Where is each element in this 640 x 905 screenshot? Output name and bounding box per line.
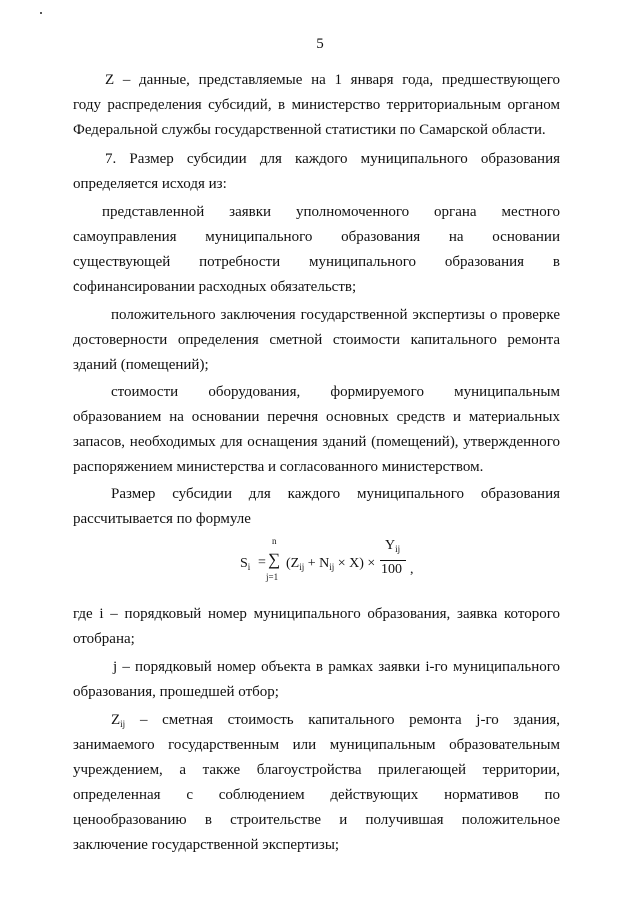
paragraph-line: распоряжением министерства и согласованного министерством. xyxy=(73,459,484,475)
paragraph-line: году распределения субсидий, в министерство территориальным органом xyxy=(73,97,560,113)
paragraph-line: стоимости оборудования, формируемого муниципальным xyxy=(111,384,560,400)
paragraph-line: где i – порядковый номер муниципального образования, заявка которого xyxy=(73,606,560,622)
paragraph-line: софинансировании расходных обязательств; xyxy=(73,279,357,295)
fraction-numerator: $Y_{ij}$ xyxy=(385,538,401,554)
paragraph-line: ценообразованию в строительстве и получившая положительное xyxy=(73,812,560,828)
formula-equals: = xyxy=(258,555,266,570)
paragraph-line: – сметная стоимость капитального ремонта j-го здания, xyxy=(140,712,560,728)
formula-comma: , xyxy=(410,562,414,577)
formula-body: $(Z_{ij} + N_{ij} \times X)$ × xyxy=(286,556,376,572)
paragraph-line: занимаемого государственным или муниципальным образовательным xyxy=(73,737,560,753)
paragraph-line: заключение государственной экспертизы; xyxy=(73,837,340,853)
paragraph-line: образования, прошедшей отбор; xyxy=(73,684,279,700)
fraction-bar xyxy=(380,560,406,561)
paragraph-line: определенная с соблюдением действующих нормативов по xyxy=(73,787,560,803)
paragraph-line: достоверности определения сметной стоимости капитального ремонта xyxy=(73,332,560,348)
paragraph-line: Z – данные, представляемые на 1 января года, предшествующего xyxy=(105,72,560,88)
page-number: 5 xyxy=(316,36,324,52)
sum-lower-limit: j=1 xyxy=(266,572,279,582)
paragraph-line: представленной заявки уполномоченного органа местного xyxy=(102,204,560,220)
fraction-denominator: 100 xyxy=(381,562,402,577)
paragraph-line: 7. Размер субсидии для каждого муниципального образования xyxy=(105,151,560,167)
paragraph-line: рассчитывается по формуле xyxy=(73,511,251,527)
sum-sign: ∑ xyxy=(268,550,281,569)
paragraph-line: j – порядковый номер объекта в рамках заявки i-го муниципального xyxy=(113,659,560,675)
paragraph-line: Федеральной службы государственной статистики по Самарской области. xyxy=(73,122,546,138)
paragraph-line: определяется исходя из: xyxy=(73,176,227,192)
zij-symbol: $Z_{ij}$ xyxy=(111,712,126,729)
paragraph-line: существующей потребности муниципального образования в xyxy=(73,254,560,270)
paragraph-line: самоуправления муниципального образования на основании xyxy=(73,229,560,245)
paragraph-line: зданий (помещений); xyxy=(73,357,209,373)
paragraph-line: запасов, необходимых для оснащения зданий (помещений), утвержденного xyxy=(73,434,560,450)
paragraph-line: учреждением, а также благоустройства прилегающей территории, xyxy=(73,762,560,778)
subsidy-formula xyxy=(240,534,470,594)
scan-speck xyxy=(40,12,42,14)
sum-upper-limit: n xyxy=(272,536,277,546)
paragraph-line: положительного заключения государственной экспертизы о проверке xyxy=(111,307,560,323)
formula-lhs: $S_i$ xyxy=(240,556,251,572)
paragraph-line: отобрана; xyxy=(73,631,135,647)
paragraph-line: образованием на основании перечня основных средств и материальных xyxy=(73,409,560,425)
paragraph-line: Размер субсидии для каждого муниципального образования xyxy=(111,486,560,502)
